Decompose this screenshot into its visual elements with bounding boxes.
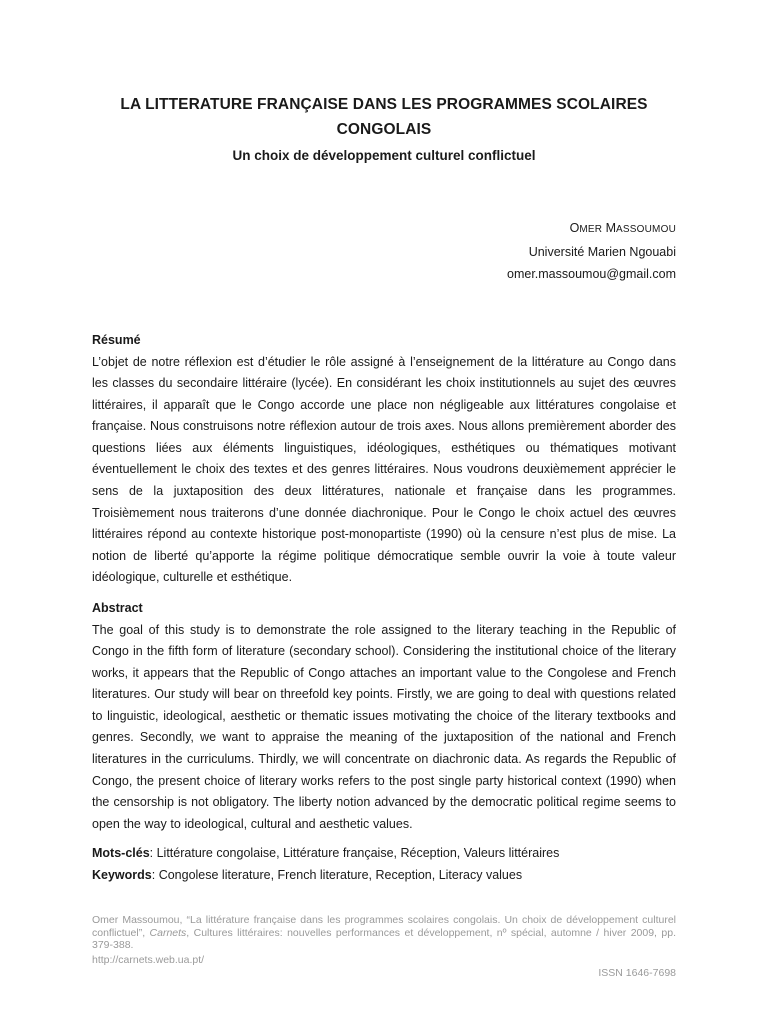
author-name: OMER MASSOUMOU — [569, 221, 676, 235]
paper-title: LA LITTERATURE FRANÇAISE DANS LES PROGRAMMES SCOLAIRES CONGOLAIS — [120, 96, 648, 138]
mots-cles-line — [92, 843, 676, 865]
author-affiliation: Université Marien Ngouabi — [528, 245, 676, 259]
mots-cles-values: : Littérature congolaise, Littérature française, Réception, Valeurs littéraires — [149, 846, 560, 860]
abstract-body: The goal of this study is to demonstrate the role assigned to the literary teaching in the Republic of Congo in the fifth form of literature (secondary school). Considering the institutional choice of the literary works, it appears that the Republic of Congo attaches an important value to the Congolese and French literatures. Our study will bear on threefold key points. Firstly, we are going to deal with questions related to linguistic, ideological, aesthetic or thematic issues motivating the choice of the literary textbooks and genres. Secondly, we want to appraise the meaning of the juxtaposition of the national and French literatures in the curriculums. Thirdly, we will concentrate on diachronic data. As regards the Republic of Congo, the present choice of literary works refers to the post single party historical context (1990) when the censorship is not obligatory. The liberty notion advanced by the democratic political regime seems to open the way to ideological, cultural and aesthetic values. — [92, 622, 676, 831]
abstract-section — [92, 598, 676, 835]
paper-subtitle: Un choix de développement culturel conflictuel — [232, 148, 536, 163]
resume-section — [92, 330, 676, 589]
author-email: omer.massoumou@gmail.com — [507, 267, 676, 281]
abstract-heading: Abstract — [92, 601, 143, 615]
keywords-section — [92, 843, 676, 886]
keywords-line — [92, 865, 676, 887]
keywords-label: Keywords — [92, 867, 152, 882]
issn-label: ISSN 1646-7698 — [598, 967, 676, 979]
journal-url[interactable]: http://carnets.web.ua.pt/ — [92, 954, 205, 966]
author-block — [507, 217, 676, 285]
citation-footer: Omer Massoumou, “La littérature française dans les programmes scolaires congolais. Un choix de développement culturel conflictuel”, Carnets, Cultures littéraires: nouvelles performances et développement, nº spécial, automne / hiver 2009, pp. 379-388. — [92, 914, 676, 951]
resume-heading: Résumé — [92, 333, 141, 347]
mots-cles-label: Mots-clés — [92, 846, 150, 860]
keywords-values: : Congolese literature, French literature, Reception, Literacy values — [151, 867, 523, 882]
resume-body: L’objet de notre réflexion est d’étudier le rôle assigné à l’enseignement de la littérature au Congo dans les classes du secondaire littéraire (lycée). En considérant les choix institutionnels au sujet des œuvres littéraires, il apparaît que le Congo accorde une place non négligeable aux littératures congolaise et française. Nous construisons notre réflexion autour de trois axes. Nous allons premièrement aborder des questions liées aux éléments linguistiques, idéologiques, esthétiques ou thématiques motivant éventuellement le choix des textes et des genres littéraires. Nous voudrons deuxièmement apprécier le sens de la juxtaposition des deux littératures, nationale et française dans les programmes. Troisièmement nous traiterons d’une donnée diachronique. Pour le Congo le choix actuel des œuvres littéraires répond au contexte historique post-monopartiste (1990) où la censure n’est plus de mise. La notion de liberté qu’apporte la régime politique démocratique semble ouvrir la voie à toute valeur idéologique, culturelle et esthétique. — [92, 354, 676, 585]
journal-name: Carnets — [149, 926, 187, 939]
